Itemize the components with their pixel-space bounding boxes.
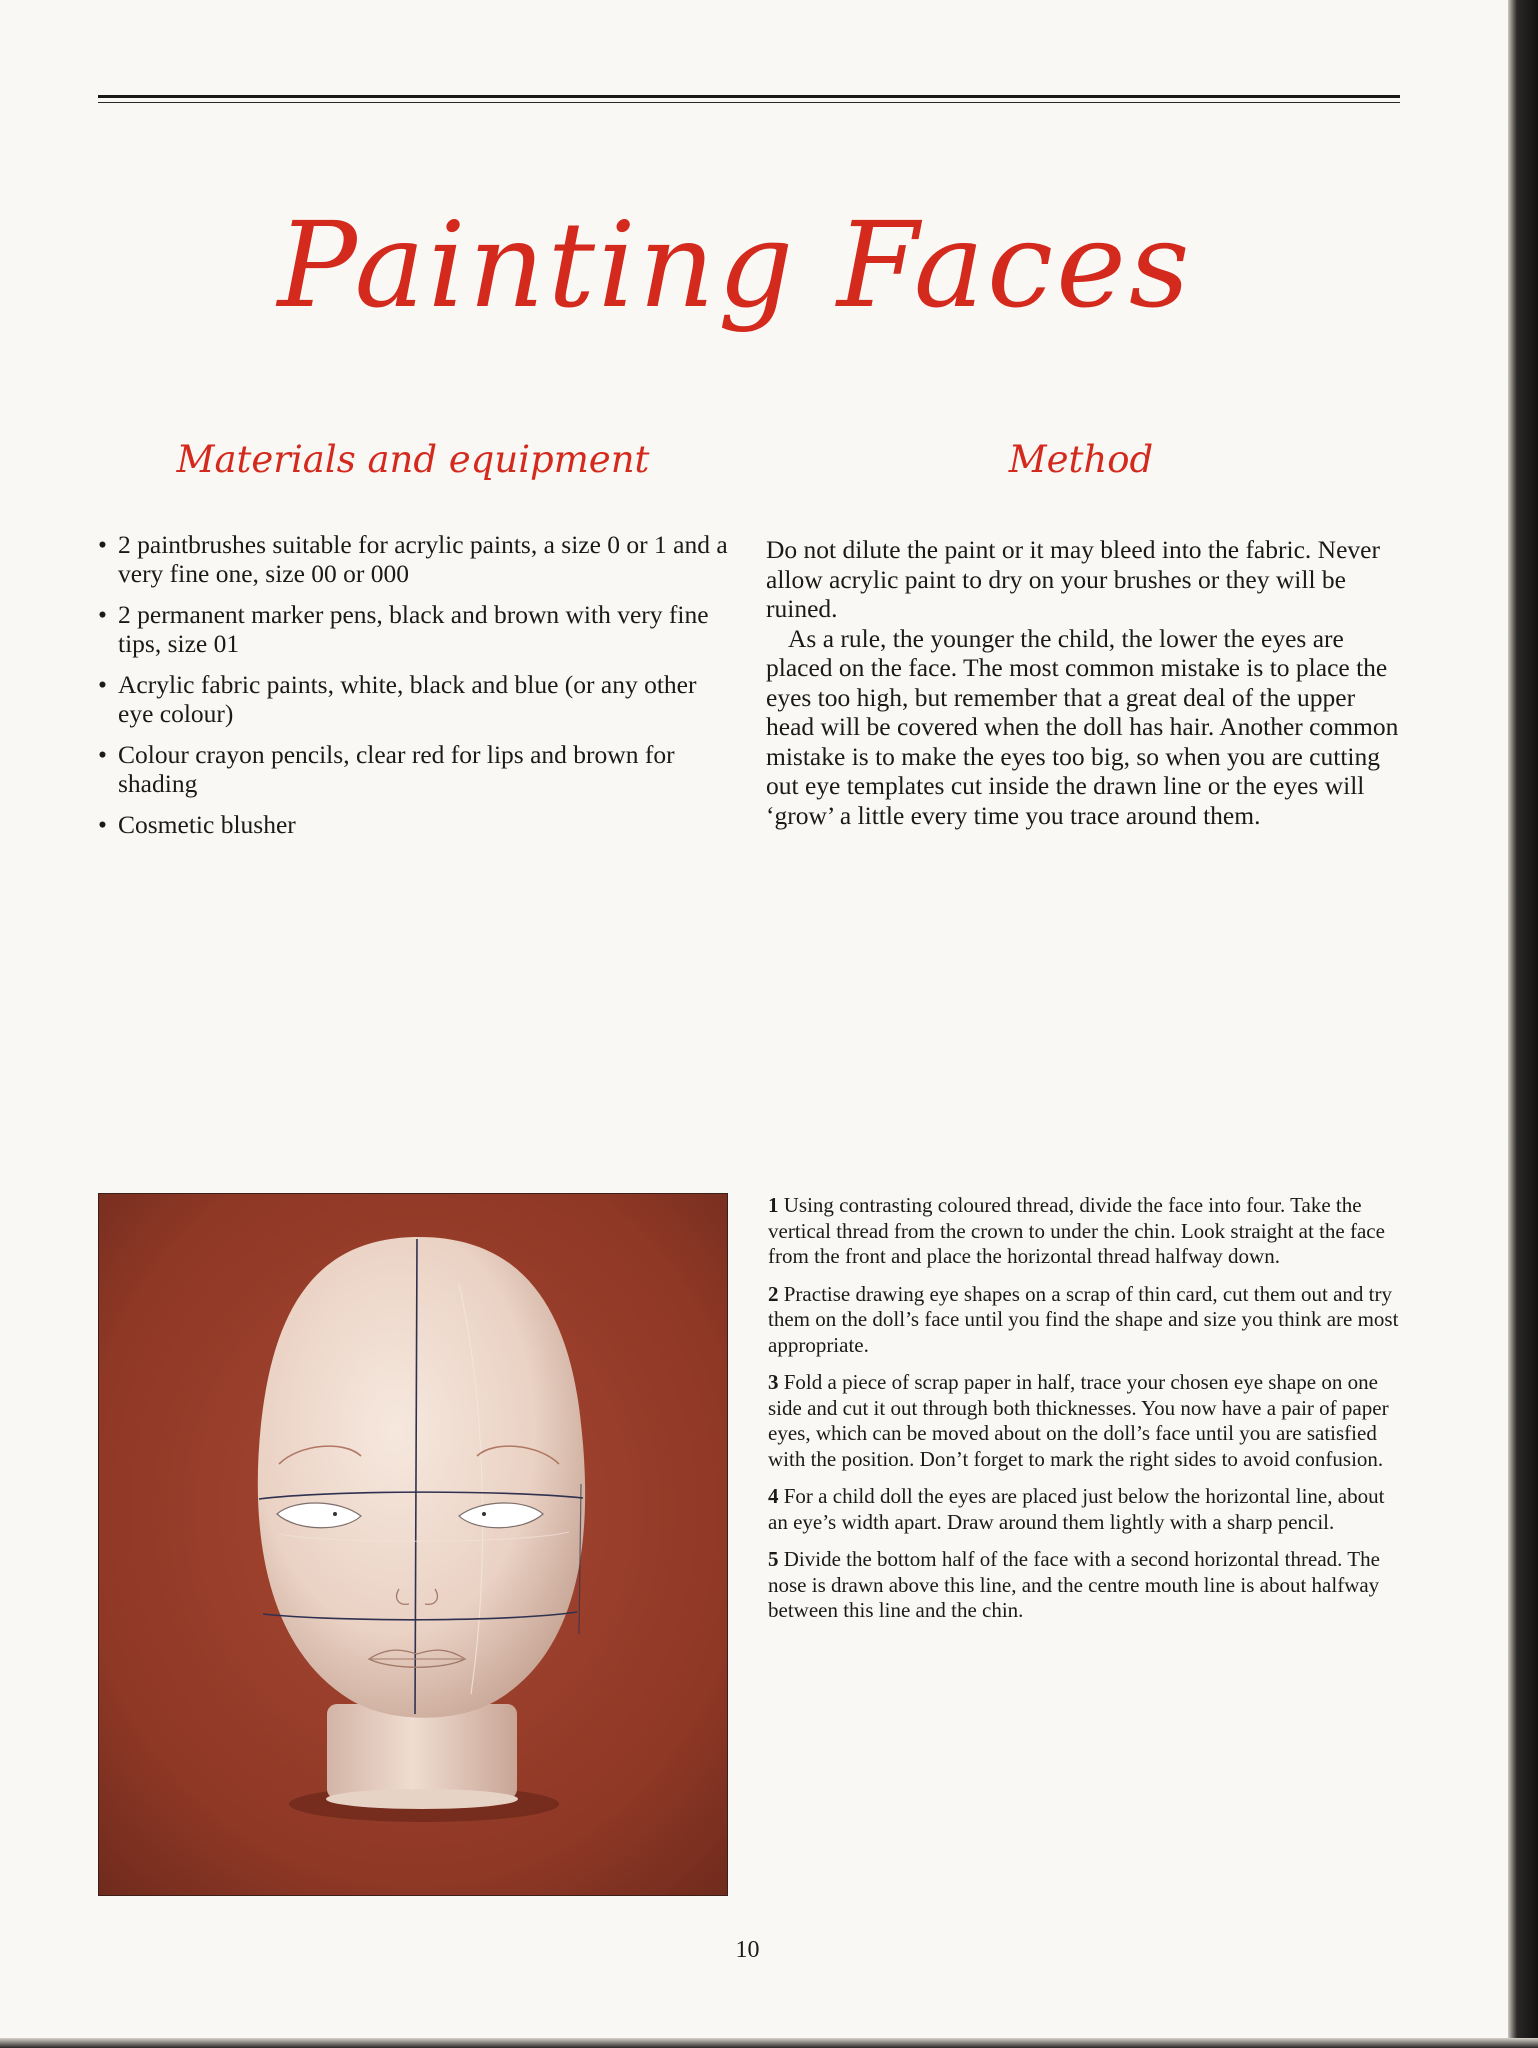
method-paragraph: As a rule, the younger the child, the lower the eyes are placed on the face. The most common mistake is to place the eyes too high, but remember that a great deal of the upper head will be covered when the doll has hair. Another common mistake is to make the eyes too big, so when you are cutting out eye templates cut inside the drawn line or the eyes will ‘grow’ a little every time you trace around them. xyxy=(766,623,1399,830)
materials-list xyxy=(98,530,738,851)
page-edge-bottom xyxy=(0,2038,1538,2048)
step-text: Practise drawing eye shapes on a scrap of thin card, cut them out and try them on the doll’s face until you find the shape and size you think are most appropriate. xyxy=(768,1281,1399,1357)
step-text: For a child doll the eyes are placed just below the horizontal line, about an eye’s width apart. Draw around them lightly with a sharp pencil. xyxy=(768,1484,1385,1534)
method-paragraph: Do not dilute the paint or it may bleed into the fabric. Never allow acrylic paint to dry on your brushes or they will be ruined. xyxy=(766,535,1380,623)
top-rule xyxy=(98,95,1400,106)
materials-item: • Cosmetic blusher xyxy=(98,810,738,839)
step-number: 1 xyxy=(768,1193,779,1217)
method-heading: Method xyxy=(1008,438,1154,481)
materials-item: • Colour crayon pencils, clear red for lips and brown for shading xyxy=(98,740,738,798)
materials-heading: Materials and equipment xyxy=(176,438,650,481)
step-item xyxy=(768,1282,1400,1359)
method-text xyxy=(766,535,1400,830)
doll-head-photo xyxy=(98,1193,728,1896)
step-item xyxy=(768,1370,1400,1472)
materials-item: • 2 permanent marker pens, black and brown with very fine tips, size 01 xyxy=(98,600,738,658)
step-text: Using contrasting coloured thread, divide the face into four. Take the vertical thread from the crown to under the chin. Look straight at the face from the front and place the horizontal thread halfway down. xyxy=(768,1193,1385,1268)
page-number: 10 xyxy=(735,1937,760,1963)
materials-item: • 2 paintbrushes suitable for acrylic paints, a size 0 or 1 and a very fine one, size 00 or 000 xyxy=(98,530,738,588)
step-number: 5 xyxy=(768,1547,779,1571)
steps-list xyxy=(768,1193,1400,1636)
step-text: Fold a piece of scrap paper in half, trace your chosen eye shape on one side and cut it out through both thicknesses. You now have a pair of paper eyes, which can be moved about on the doll’s face until you are satisfied with the position. Don’t forget to mark the right sides to avoid confusion. xyxy=(768,1370,1389,1471)
step-number: 3 xyxy=(768,1370,779,1394)
page-title: Painting Faces xyxy=(277,196,1193,334)
page-edge xyxy=(1508,0,1538,2048)
step-number: 2 xyxy=(768,1281,779,1306)
step-item xyxy=(768,1484,1400,1535)
materials-item: • Acrylic fabric paints, white, black and blue (or any other eye colour) xyxy=(98,670,738,728)
step-item xyxy=(768,1547,1400,1624)
step-item xyxy=(768,1193,1400,1270)
step-number: 4 xyxy=(768,1484,779,1508)
step-text: Divide the bottom half of the face with a second horizontal thread. The nose is drawn above this line, and the centre mouth line is about halfway between this line and the chin. xyxy=(768,1547,1380,1622)
